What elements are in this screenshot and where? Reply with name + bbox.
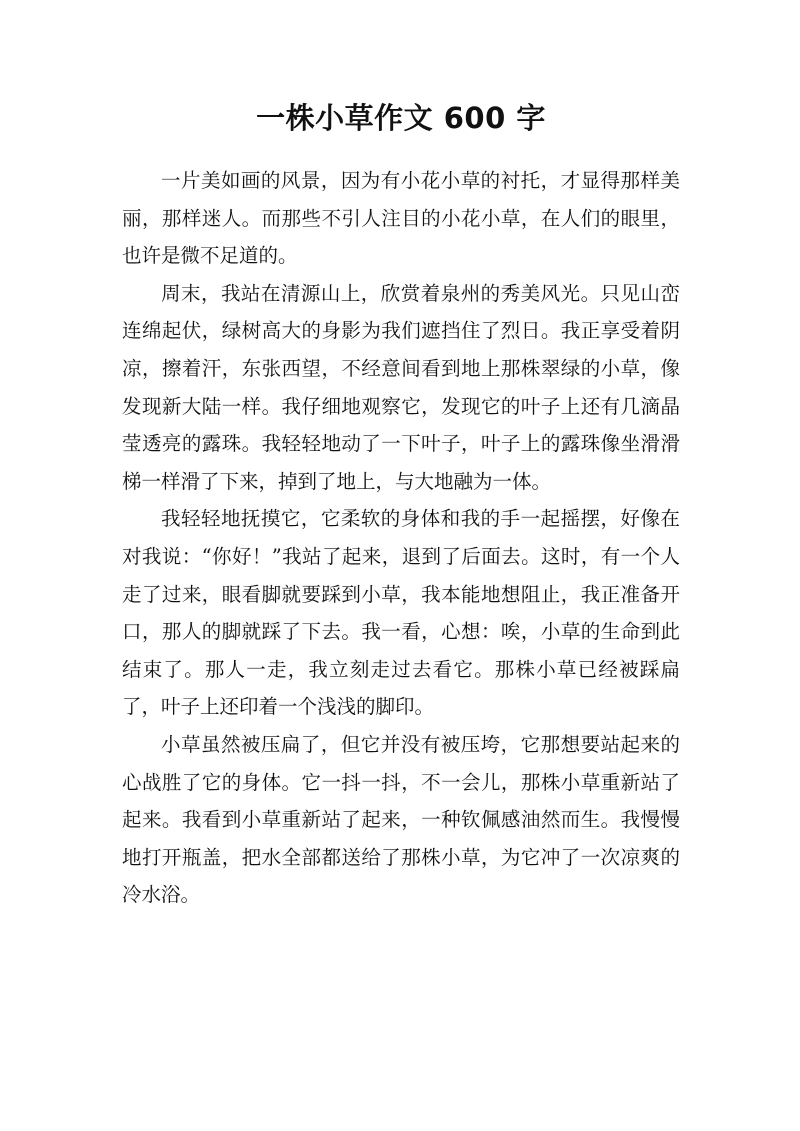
document-title: 一株小草作文 600 字 — [256, 101, 546, 135]
paragraph-4: 小草虽然被压扁了，但它并没有被压垮，它那想要站起来的心战胜了它的身体。它一抖一抖，不一会儿，那株小草重新站了起来。我看到小草重新站了起来，一种钦佩感油然而生。我慢慢地打开瓶盖，把水全部都送给了那株小草，为它冲了一次凉爽的冷水浴。 — [122, 732, 680, 907]
paragraph-1: 一片美如画的风景，因为有小花小草的衬托，才显得那样美丽，那样迷人。而那些不引人注目的小花小草，在人们的眼里，也许是微不足道的。 — [122, 169, 680, 268]
paragraph-3: 我轻轻地抚摸它，它柔软的身体和我的手一起摇摆，好像在对我说：“你好！”我站了起来，退到了后面去。这时，有一个人走了过来，眼看脚就要踩到小草，我本能地想阻止，我正准备开口，那人的脚就踩了下去。我一看，心想：唉，小草的生命到此结束了。那人一走，我立刻走过去看它。那株小草已经被踩扁了，叶子上还印着一个浅浅的脚印。 — [122, 507, 680, 719]
paragraph-2: 周末，我站在清源山上，欣赏着泉州的秀美风光。只见山峦连绵起伏，绿树高大的身影为我们遮挡住了烈日。我正享受着阴凉，擦着汗，东张西望，不经意间看到地上那株翠绿的小草，像发现新大陆一样。我仔细地观察它，发现它的叶子上还有几滴晶莹透亮的露珠。我轻轻地动了一下叶子，叶子上的露珠像坐滑滑梯一样滑了下来，掉到了地上，与大地融为一体。 — [122, 281, 680, 493]
